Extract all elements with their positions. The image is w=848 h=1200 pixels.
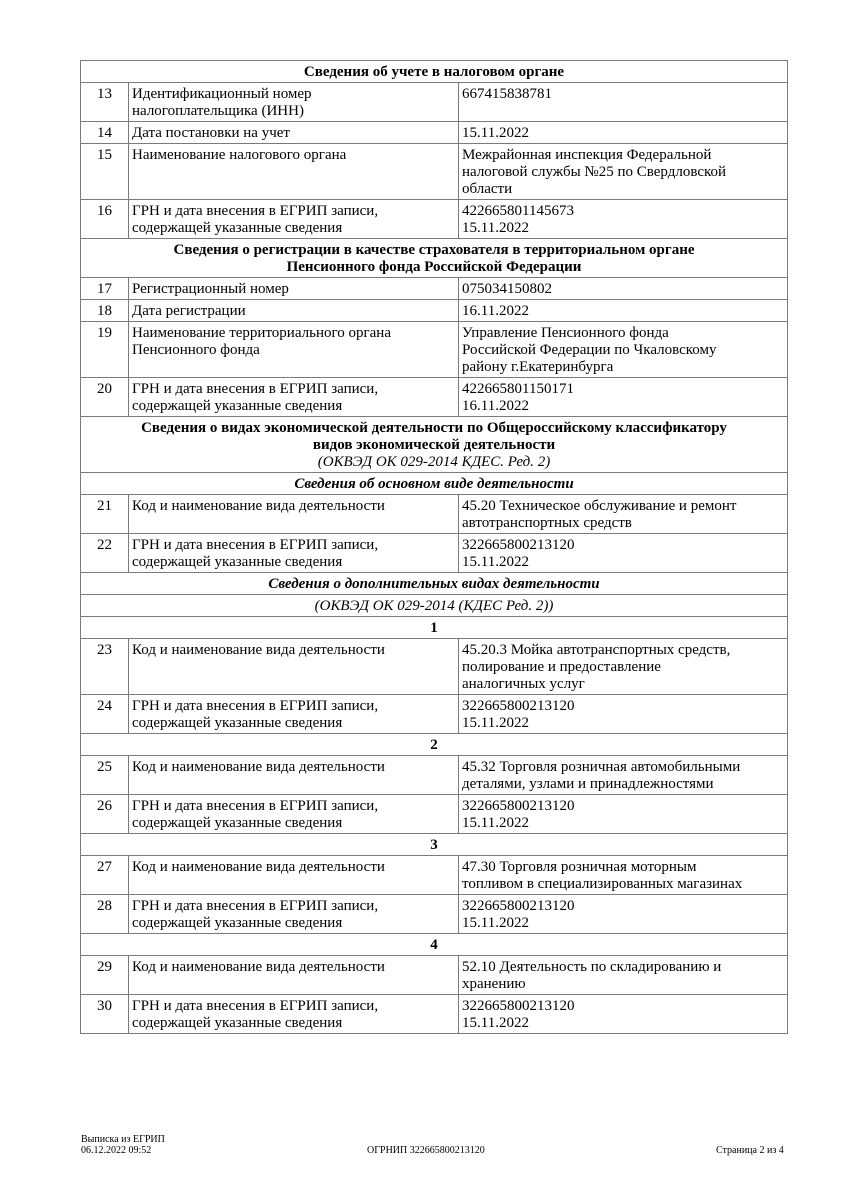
row-value: 16.11.2022 — [459, 300, 788, 322]
row-number: 24 — [81, 695, 129, 734]
row-value: 322665800213120 15.11.2022 — [459, 895, 788, 934]
row-number: 20 — [81, 378, 129, 417]
row-number: 30 — [81, 995, 129, 1034]
section-header-row — [81, 573, 788, 595]
okved-note: (ОКВЭД ОК 029-2014 (КДЕС Ред. 2)) — [81, 595, 788, 617]
row-value: 45.32 Торговля розничная автомобильными деталями, узлами и принадлежностями — [459, 756, 788, 795]
row-number: 18 — [81, 300, 129, 322]
row-label: ГРН и дата внесения в ЕГРИП записи, содержащей указанные сведения — [129, 895, 459, 934]
row-label: Код и наименование вида деятельности — [129, 956, 459, 995]
table-row — [81, 639, 788, 695]
group-index-row — [81, 834, 788, 856]
table-row — [81, 995, 788, 1034]
row-number: 14 — [81, 122, 129, 144]
row-label: ГРН и дата внесения в ЕГРИП записи, содержащей указанные сведения — [129, 995, 459, 1034]
row-label: ГРН и дата внесения в ЕГРИП записи, содержащей указанные сведения — [129, 378, 459, 417]
row-label: Код и наименование вида деятельности — [129, 639, 459, 695]
row-value: Межрайонная инспекция Федеральной налоговой службы №25 по Свердловской области — [459, 144, 788, 200]
group-index-row — [81, 934, 788, 956]
group-index-row — [81, 734, 788, 756]
row-value: Управление Пенсионного фонда Российской Федерации по Чкаловскому району г.Екатеринбурга — [459, 322, 788, 378]
row-value: 422665801150171 16.11.2022 — [459, 378, 788, 417]
table-row — [81, 856, 788, 895]
section-header-okved: Сведения о видах экономической деятельности по Общероссийскому классификатору видов экономической деятельности (ОКВЭД ОК 029-2014 КДЕС. Ред. 2) — [81, 417, 788, 473]
row-number: 23 — [81, 639, 129, 695]
row-label: Дата регистрации — [129, 300, 459, 322]
table-row — [81, 756, 788, 795]
row-value: 422665801145673 15.11.2022 — [459, 200, 788, 239]
row-value: 45.20.3 Мойка автотранспортных средств, полирование и предоставление аналогичных услуг — [459, 639, 788, 695]
footer-doc-name: Выписка из ЕГРИП — [81, 1134, 165, 1145]
row-number: 25 — [81, 756, 129, 795]
section-header-row — [81, 417, 788, 473]
table-row — [81, 200, 788, 239]
row-label: Код и наименование вида деятельности — [129, 756, 459, 795]
row-number: 16 — [81, 200, 129, 239]
row-number: 27 — [81, 856, 129, 895]
row-label: Код и наименование вида деятельности — [129, 856, 459, 895]
table-row — [81, 895, 788, 934]
row-number: 13 — [81, 83, 129, 122]
table-row — [81, 300, 788, 322]
group-index: 3 — [81, 834, 788, 856]
group-index: 1 — [81, 617, 788, 639]
row-value: 322665800213120 15.11.2022 — [459, 695, 788, 734]
section-header-row — [81, 595, 788, 617]
row-label: Дата постановки на учет — [129, 122, 459, 144]
table-row — [81, 534, 788, 573]
group-index: 2 — [81, 734, 788, 756]
row-number: 29 — [81, 956, 129, 995]
row-label: ГРН и дата внесения в ЕГРИП записи, содержащей указанные сведения — [129, 695, 459, 734]
row-number: 26 — [81, 795, 129, 834]
section-header-row — [81, 61, 788, 83]
row-label: ГРН и дата внесения в ЕГРИП записи, содержащей указанные сведения — [129, 534, 459, 573]
row-number: 17 — [81, 278, 129, 300]
section-header-row — [81, 473, 788, 495]
row-value: 322665800213120 15.11.2022 — [459, 795, 788, 834]
row-value: 47.30 Торговля розничная моторным топливом в специализированных магазинах — [459, 856, 788, 895]
footer-ogrnip: ОГРНИП 322665800213120 — [367, 1145, 485, 1156]
row-value: 322665800213120 15.11.2022 — [459, 995, 788, 1034]
table-row — [81, 144, 788, 200]
row-label: Наименование территориального органа Пенсионного фонда — [129, 322, 459, 378]
row-value: 45.20 Техническое обслуживание и ремонт автотранспортных средств — [459, 495, 788, 534]
row-label: ГРН и дата внесения в ЕГРИП записи, содержащей указанные сведения — [129, 795, 459, 834]
row-label: Код и наименование вида деятельности — [129, 495, 459, 534]
table-row — [81, 83, 788, 122]
row-label: Наименование налогового органа — [129, 144, 459, 200]
row-number: 28 — [81, 895, 129, 934]
section-header-main-activity: Сведения об основном виде деятельности — [81, 473, 788, 495]
table-row — [81, 795, 788, 834]
footer-datetime: 06.12.2022 09:52 — [81, 1145, 152, 1156]
row-value: 667415838781 — [459, 83, 788, 122]
row-value: 322665800213120 15.11.2022 — [459, 534, 788, 573]
group-index-row — [81, 617, 788, 639]
table-row — [81, 122, 788, 144]
row-value: 15.11.2022 — [459, 122, 788, 144]
row-number: 15 — [81, 144, 129, 200]
row-number: 22 — [81, 534, 129, 573]
table-row — [81, 322, 788, 378]
row-label: Регистрационный номер — [129, 278, 459, 300]
table-row — [81, 378, 788, 417]
section-header-pension: Сведения о регистрации в качестве страхователя в территориальном органе Пенсионного фонда Российской Федерации — [81, 239, 788, 278]
section-header-additional-activity: Сведения о дополнительных видах деятельности — [81, 573, 788, 595]
row-number: 19 — [81, 322, 129, 378]
footer-document-info — [81, 1134, 165, 1156]
table-row — [81, 278, 788, 300]
row-value: 52.10 Деятельность по складированию и хранению — [459, 956, 788, 995]
footer-page-number: Страница 2 из 4 — [716, 1145, 784, 1156]
row-number: 21 — [81, 495, 129, 534]
table-row — [81, 956, 788, 995]
table-row — [81, 695, 788, 734]
row-label: Идентификационный номер налогоплательщика (ИНН) — [129, 83, 459, 122]
egrip-extract-table — [80, 60, 788, 1034]
row-label: ГРН и дата внесения в ЕГРИП записи, содержащей указанные сведения — [129, 200, 459, 239]
section-header-tax: Сведения об учете в налоговом органе — [81, 61, 788, 83]
table-row — [81, 495, 788, 534]
section-header-row — [81, 239, 788, 278]
group-index: 4 — [81, 934, 788, 956]
row-value: 075034150802 — [459, 278, 788, 300]
